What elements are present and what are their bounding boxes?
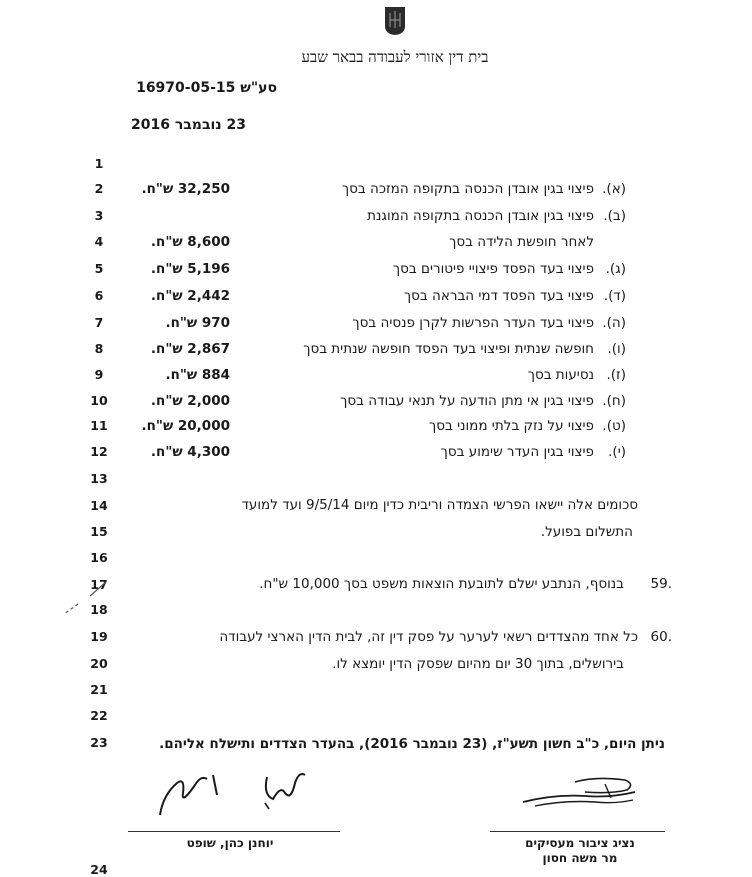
- item-amount: 32,250 ש"ח.: [141, 181, 230, 197]
- item-letter: (ג).: [605, 261, 626, 277]
- item-description: פיצוי על נזק בלתי ממוני בסך: [428, 418, 594, 434]
- case-number: סע"ש 16970-05-15: [136, 80, 277, 96]
- item-amount: 20,000 ש"ח.: [141, 418, 230, 434]
- item-description: פיצוי בעד הפסד פיצויי פיטורים בסך: [392, 261, 594, 277]
- judge-name: יוחנן כהן, שופט: [186, 836, 274, 850]
- item-amount: 5,196 ש"ח.: [150, 261, 230, 277]
- representative-signature: [515, 772, 645, 812]
- line-number: 10: [90, 393, 108, 408]
- line-number: 6: [94, 288, 104, 303]
- line-number: 23: [90, 735, 108, 750]
- line-number: 3: [94, 208, 104, 223]
- line-number: 19: [90, 629, 108, 644]
- state-emblem-icon: [384, 6, 406, 36]
- item-letter: (ה).: [602, 315, 626, 331]
- line-number: 14: [90, 498, 108, 513]
- court-name: בית דין אזורי לעבודה בבאר שבע: [301, 48, 489, 66]
- item-description: חופשה שנתית ופיצוי בעד הפסד חופשה שנתית בסך: [303, 341, 594, 357]
- line-number: 8: [94, 341, 104, 356]
- item-letter: (י).: [608, 444, 626, 460]
- paragraph-59-number: .59: [650, 576, 672, 592]
- item-letter: (ב).: [603, 208, 626, 224]
- line-number: 20: [90, 656, 108, 671]
- given-today-statement: ניתן היום, כ"ב חשון תשע"ז, (23 נובמבר 2016), בהעדר הצדדים ותישלח אליהם.: [159, 736, 665, 752]
- item-description: פיצוי בגין אובדן הכנסה בתקופה המוגנת: [367, 208, 594, 224]
- line-number: 4: [94, 234, 104, 249]
- judge-signature-line: [128, 831, 340, 832]
- item-amount: 4,300 ש"ח.: [150, 444, 230, 460]
- item-amount: 884 ש"ח.: [165, 367, 230, 383]
- item-description: פיצוי בגין אי מתן הודעה על תנאי עבודה בסך: [340, 393, 594, 409]
- item-letter: (א).: [602, 181, 626, 197]
- line-number: 11: [90, 418, 108, 433]
- item-amount: 8,600 ש"ח.: [150, 234, 230, 250]
- line-number: 15: [90, 524, 108, 539]
- line-number: 1: [94, 156, 104, 171]
- item-description: נסיעות בסך: [527, 367, 594, 383]
- item-description: פיצוי בעד העדר הפרשות לקרן פנסיה בסך: [352, 315, 594, 331]
- line-number: 12: [90, 444, 108, 459]
- margin-pen-mark: [58, 578, 108, 618]
- line-number: 17: [90, 577, 108, 592]
- paragraph-60-line2: בירושלים, בתוך 30 יום מהיום שפסק הדין יומצא לו.: [332, 656, 624, 672]
- line-number: 18: [90, 602, 108, 617]
- paragraph-59-text: בנוסף, הנתבע ישלם לתובעת הוצאות משפט בסך 10,000 ש"ח.: [259, 576, 624, 592]
- line-number: 7: [94, 315, 104, 330]
- item-description: לאחר חופשת הלידה בסך: [449, 234, 594, 250]
- line-number: 24: [90, 862, 108, 877]
- line-number: 22: [90, 708, 108, 723]
- judge-signature: [155, 765, 315, 820]
- item-letter: (ו).: [607, 341, 626, 357]
- interest-paragraph-line2: התשלום בפועל.: [540, 524, 633, 540]
- item-description: פיצוי בגין אובדן הכנסה בתקופה המזכה בסך: [341, 181, 594, 197]
- line-number: 9: [94, 367, 104, 382]
- item-letter: (ח).: [602, 393, 626, 409]
- representative-signature-line: [490, 831, 665, 832]
- item-amount: 2,867 ש"ח.: [150, 341, 230, 357]
- line-number: 21: [90, 682, 108, 697]
- item-amount: 2,442 ש"ח.: [150, 288, 230, 304]
- item-description: פיצוי בעד הפסד דמי הבראה בסך: [403, 288, 594, 304]
- paragraph-60-number: .60: [650, 629, 672, 645]
- judgment-date: 23 נובמבר 2016: [131, 117, 246, 133]
- item-amount: 970 ש"ח.: [165, 315, 230, 331]
- interest-paragraph-line1: סכומים אלה יישאו הפרשי הצמדה וריבית כדין מיום 9/5/14 ועד למועד: [241, 497, 638, 513]
- line-number: 16: [90, 550, 108, 565]
- item-description: פיצוי בגין העדר שימוע בסך: [440, 444, 594, 460]
- line-number: 2: [94, 181, 104, 196]
- line-number: 5: [94, 261, 104, 276]
- item-letter: (ד).: [603, 288, 626, 304]
- item-letter: (ז).: [606, 367, 626, 383]
- paragraph-60-line1: כל אחד מהצדדים רשאי לערער על פסק דין זה, לבית הדין הארצי לעבודה: [219, 629, 638, 645]
- item-letter: (ט).: [602, 418, 626, 434]
- representative-title: נציג ציבור מעסיקים: [525, 836, 635, 850]
- representative-name: מר משה חסון: [542, 851, 618, 865]
- line-number: 13: [90, 471, 108, 486]
- item-amount: 2,000 ש"ח.: [150, 393, 230, 409]
